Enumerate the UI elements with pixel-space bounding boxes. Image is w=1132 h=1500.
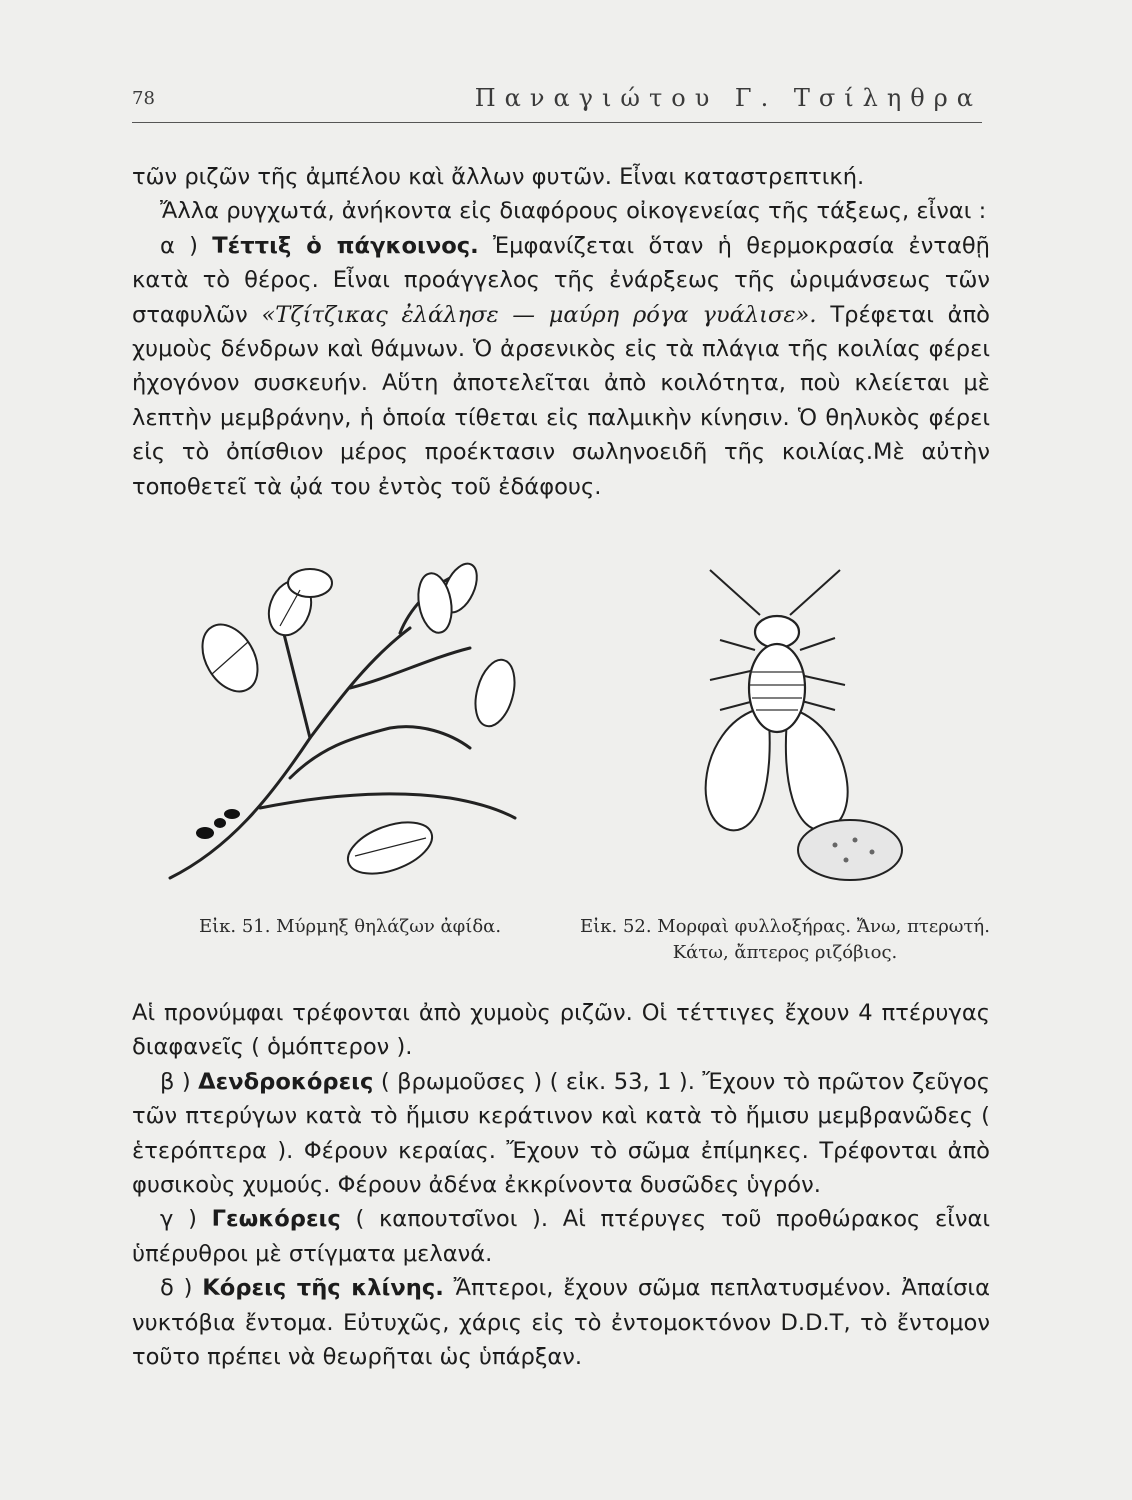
- cicada-text-2: Τρέφεται ἀπὸ χυμοὺς δένδρων καὶ θάμνων. Ὁ ἀρσενικὸς εἰς τὰ πλάγια τῆς κοιλίας φέρει ἠχογόνον συσκευήν. Αὕτη ἀποτελεῖται ἀπὸ κοιλότητα, ποὺ κλείεται μὲ λεπτὴν μεμβράνην, ἡ ὁποία τίθεται εἰς παλμικὴν κίνησιν. Ὁ θηλυκὸς φέρει εἰς τὸ ὀπίσθιον μέρος προέκτασιν σωληνοειδῆ τῆς κοιλίας.Μὲ αὐτὴν τοποθετεῖ τὰ ᾠά του ἐντὸς τοῦ ἐδάφους.: [132, 301, 991, 500]
- item-marker: δ ): [160, 1275, 193, 1302]
- bed-bugs-text: Ἄπτεροι, ἔχουν σῶμα πεπλατυσμένον. Ἀπαίσια νυκτόβια ἔντομα. Εὐτυχῶς, χάρις εἰς τὸ ἐντομοκτόνον D.D.T, τὸ ἔντομον τοῦτο πρέπει νὰ θεωρῆται ὡς ὑπάρξαν.: [132, 1275, 990, 1371]
- figure-ant-aphid: [150, 548, 530, 898]
- term-cicada: Τέττιξ ὁ πάγκοινος.: [212, 232, 479, 259]
- item-marker: γ ): [160, 1206, 197, 1233]
- paragraph-roots: τῶν ριζῶν τῆς ἀμπέλου καὶ ἄλλων φυτῶν. Εἶναι καταστρεπτική.: [132, 164, 865, 190]
- top-text-block: [132, 160, 990, 504]
- shield-bugs-text: ( βρωμοῦσες ) ( εἰκ. 53, 1 ). Ἔχουν τὸ πρῶτον ζεῦγος τῶν πτερύγων κατὰ τὸ ἥμισυ κεράτινον καὶ κατὰ τὸ ἥμισυ μεμβρανῶδες ( ἑτερόπτερα ). Φέρουν κεραίας. Ἔχουν τὸ σῶμα ἐπίμηκες. Τρέφονται ἀπὸ φυσικοὺς χυμούς. Φέρουν ἀδένα ἐκκρίνοντα δυσῶδες ὑγρόν.: [132, 1068, 990, 1199]
- item-marker: α ): [160, 232, 198, 259]
- header-rule: [132, 122, 982, 123]
- paragraph-shield-bugs: [132, 1065, 990, 1203]
- running-head: Παναγιώτου Γ. Τσίληθρα: [474, 84, 982, 112]
- paragraph-bed-bugs: [132, 1271, 990, 1374]
- cicada-text-1: Ἐμφανίζεται ὅταν ἡ θερμοκρασία ἐνταθῇ κατὰ τὸ θέρος. Εἶναι προάγγελος τῆς ἐνάρξεως τῆς ὡριμάνσεως τῶν σταφυλῶν: [132, 232, 990, 328]
- term-bed-bugs: Κόρεις τῆς κλίνης.: [202, 1275, 444, 1302]
- figure-51-caption: Εἰκ. 51. Μύρμηξ θηλάζων ἀφίδα.: [198, 916, 502, 937]
- term-ground-bugs: Γεωκόρεις: [211, 1206, 341, 1233]
- phylloxera-illustration: [650, 560, 950, 890]
- branch-illustration: [150, 548, 530, 898]
- ground-bugs-text: ( καπουτσῖνοι ). Αἱ πτέρυγες τοῦ προθώρακος εἶναι ὑπέρυθροι μὲ στίγματα μελανά.: [132, 1206, 991, 1267]
- figure-52-caption: Εἰκ. 52. Μορφαὶ φυλλοξήρας. Ἄνω, πτερωτή. Κάτω, ἄπτερος ριζόβιος.: [580, 916, 990, 963]
- page-header: [132, 84, 982, 118]
- folk-quote: «Τζίτζικας ἐλάλησε — μαύρη ρόγα γυάλισε».: [261, 301, 817, 328]
- page-number: 78: [132, 88, 155, 109]
- paragraph-cicada: [132, 229, 990, 504]
- figure-phylloxera: [650, 560, 950, 890]
- paragraph-nymphs: Αἱ προνύμφαι τρέφονται ἀπὸ χυμοὺς ριζῶν. Οἱ τέττιγες ἔχουν 4 πτέρυγας διαφανεῖς ( ὁμόπτερον ).: [132, 1000, 990, 1061]
- paragraph-other-rhynchota: Ἄλλα ρυγχωτά, ἀνήκοντα εἰς διαφόρους οἰκογενείας τῆς τάξεως, εἶναι :: [160, 198, 987, 225]
- term-shield-bugs: Δενδροκόρεις: [198, 1068, 374, 1095]
- paragraph-ground-bugs: [132, 1202, 990, 1271]
- bottom-text-block: [132, 996, 990, 1374]
- item-marker: β ): [160, 1068, 191, 1095]
